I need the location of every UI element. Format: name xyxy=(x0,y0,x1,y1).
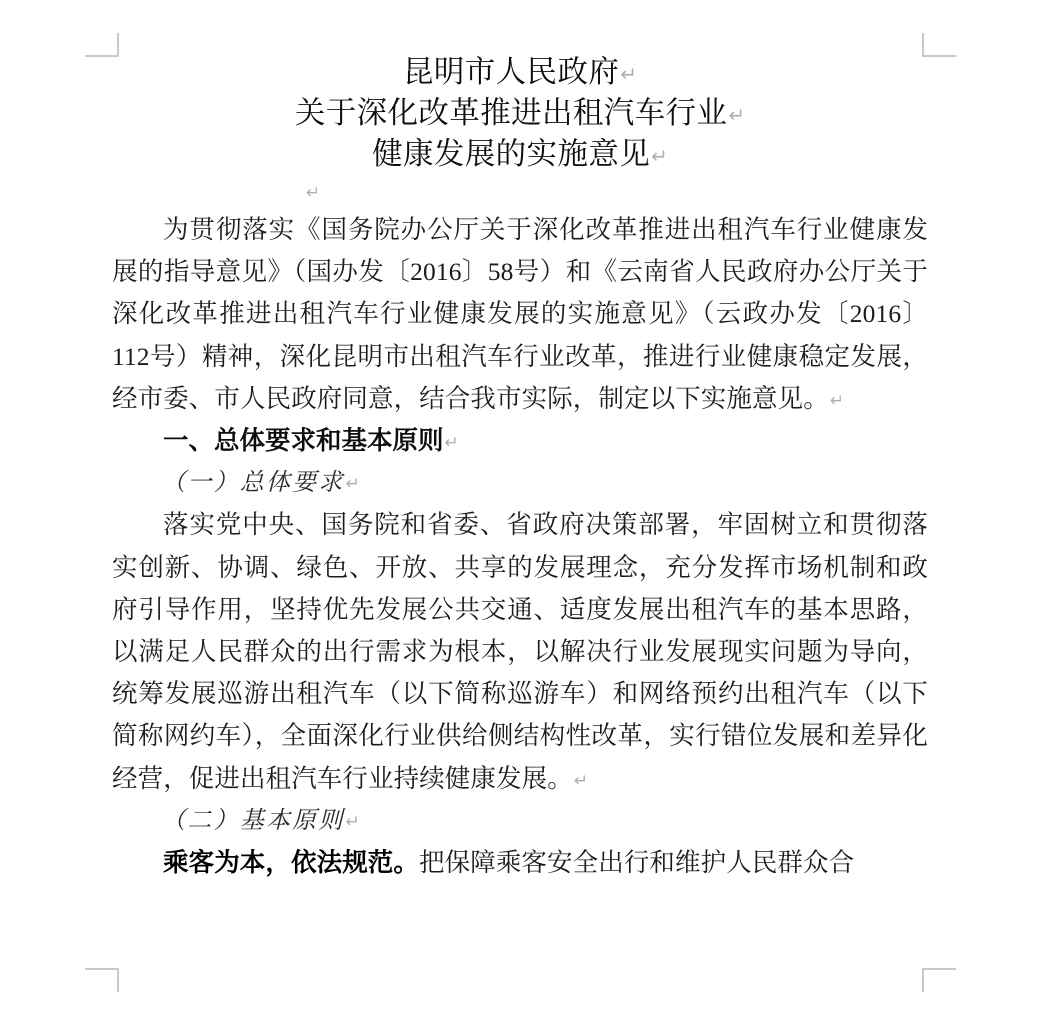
crop-mark-bottom-right xyxy=(922,968,956,992)
overall-requirement-text: 落实党中央、国务院和省委、省政府决策部署，牢固树立和贯彻落实创新、协调、绿色、开放、共享的发展理念，充分发挥市场机制和政府引导作用，坚持优先发展公共交通、适度发展出租汽车的基本思路，以满足人民群众的出行需求为根本，以解决行业发展现实问题为导向，统筹发展巡游出租汽车（以下简称巡游车）和网络预约出租汽车（以下简称网约车），全面深化行业供给侧结构性改革，实行错位发展和差异化经营，促进出租汽车行业持续健康发展。 xyxy=(112,510,928,793)
paragraph-return-icon: ↵ xyxy=(573,770,589,791)
paragraph-return-icon: ↵ xyxy=(306,183,321,203)
title-line-1-text: 昆明市人民政府 xyxy=(402,55,620,89)
section-heading-1 xyxy=(112,420,928,462)
paragraph-return-icon: ↵ xyxy=(620,62,638,86)
section-heading-1-text: 一、总体要求和基本原则 xyxy=(163,427,444,456)
paragraph-return-icon: ↵ xyxy=(444,433,459,454)
preamble-paragraph xyxy=(112,209,928,420)
section-heading-1-1 xyxy=(112,462,928,504)
empty-paragraph xyxy=(112,175,928,209)
crop-mark-horizontal-rule xyxy=(85,968,119,970)
section-heading-1-1-text: （一）总体要求 xyxy=(161,470,345,497)
paragraph-return-icon: ↵ xyxy=(829,390,845,411)
title-line-1 xyxy=(112,52,928,93)
principle-lead-phrase: 乘客为本，依法规范。 xyxy=(163,849,420,878)
title-line-2 xyxy=(112,93,928,134)
basic-principle-paragraph xyxy=(112,842,928,884)
section-heading-1-2-text: （二）基本原则 xyxy=(161,807,345,834)
document-content xyxy=(112,46,928,884)
paragraph-return-icon: ↵ xyxy=(728,103,746,127)
paragraph-return-icon: ↵ xyxy=(345,811,360,832)
crop-mark-vertical-rule xyxy=(117,968,119,992)
crop-mark-bottom-left xyxy=(85,968,119,992)
title-line-3-text: 健康发展的实施意见 xyxy=(372,137,651,171)
principle-body-text: 把保障乘客安全出行和维护人民群众合 xyxy=(419,848,855,878)
overall-requirement-paragraph xyxy=(112,504,928,799)
paragraph-return-icon: ↵ xyxy=(345,474,360,495)
document-title xyxy=(112,46,928,175)
paragraph-return-icon: ↵ xyxy=(651,144,668,168)
preamble-text: 为贯彻落实《国务院办公厅关于深化改革推进出租汽车行业健康发展的指导意见》（国办发〔2016〕58号）和《云南省人民政府办公厅关于深化改革推进出租汽车行业健康发展的实施意见》（云政办发〔2016〕112号）精神，深化昆明市出租汽车行业改革，推进行业健康稳定发展，经市委、市人民政府同意，结合我市实际，制定以下实施意见。 xyxy=(112,215,928,413)
title-line-2-text: 关于深化改革推进出租汽车行业 xyxy=(294,96,728,130)
section-heading-1-2 xyxy=(112,800,928,842)
crop-mark-horizontal-rule xyxy=(922,968,956,970)
title-line-3 xyxy=(112,134,928,175)
crop-mark-vertical-rule xyxy=(922,968,924,992)
